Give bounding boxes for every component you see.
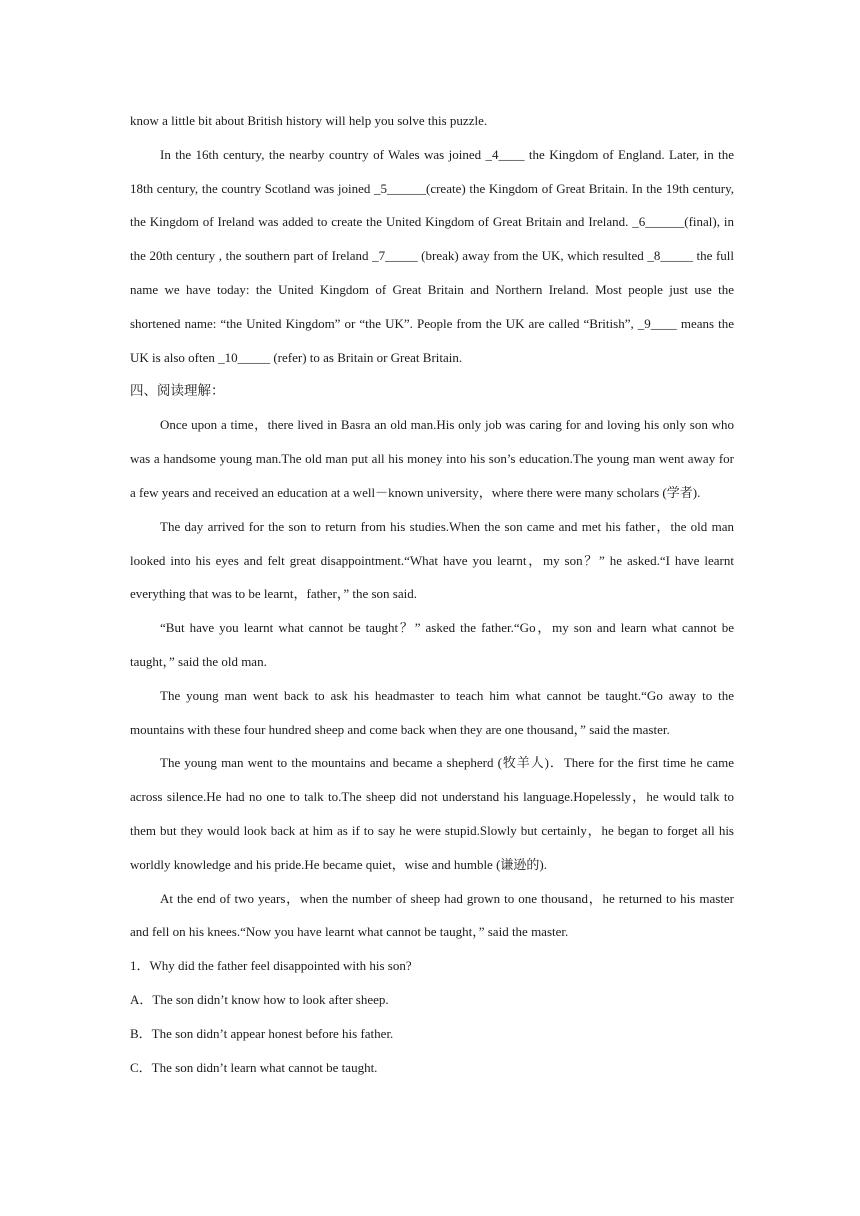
- story-paragraph-2: The day arrived for the son to return from his studies.When the son came and met his father，the old man looked into his eyes and felt great disappointment.“What have you learnt，my son？” he asked.“I have learnt everything that was to be learnt，father，” the son said.: [130, 518, 734, 602]
- cloze-passage-paragraph: In the 16th century, the nearby country of Wales was joined _4____ the Kingdom of England. Later, in the 18th century, the country Scotland was joined _5______(create) the Kingdom of Great Britain. In the 19th century, the Kingdom of Ireland was added to create the United Kingdom of Great Britain and Ireland. _6______(final), in the 20th century , the southern part of Ireland _7_____ (break) away from the UK, which resulted _8_____ the full name we have today: the United Kingdom of Great Britain and Northern Ireland. Most people just use the shortened name: “the United Kingdom” or “the UK”. People from the UK are called “British”, _9____ means the UK is also often _10_____ (refer) to as Britain or Great Britain.: [130, 146, 734, 365]
- story-paragraph-5: The young man went to the mountains and became a shepherd (牧羊人)．There for the first time he came across silence.He had no one to talk to.The sheep did not understand his language.Hopelessly，he would talk to them but they would look back at him as if to say he were stupid.Slowly but certainly，he began to forget all his worldly knowledge and his pride.He became quiet，wise and humble (谦逊的).: [130, 755, 734, 872]
- story-paragraph-6: At the end of two years，when the number of sheep had grown to one thousand，he returned to his master and fell on his knees.“Now you have learnt what cannot be taught，” said the master.: [130, 890, 734, 940]
- story-paragraph-3: “But have you learnt what cannot be taught？” asked the father.“Go，my son and learn what cannot be taught，” said the old man.: [130, 620, 734, 669]
- question-1-option-b: B．The son didn’t appear honest before his father.: [130, 1025, 394, 1041]
- cloze-passage-fragment: know a little bit about British history will help you solve this puzzle.: [130, 113, 488, 128]
- story-paragraph-1: Once upon a time，there lived in Basra an old man.His only job was caring for and loving his only son who was a handsome young man.The old man put all his money into his son’s education.The young man went away for a few years and received an education at a well－known university，where there were many scholars (学者).: [130, 417, 734, 500]
- story-paragraph-4: The young man went back to ask his headmaster to teach him what cannot be taught.“Go away to the mountains with these four hundred sheep and come back when they are one thousand，” said the master.: [130, 687, 734, 737]
- question-1-option-c: C．The son didn’t learn what cannot be taught.: [130, 1059, 378, 1075]
- document-page: [130, 104, 734, 1084]
- section-heading-reading: 四、阅读理解：: [130, 383, 225, 399]
- question-1-stem: 1．Why did the father feel disappointed with his son?: [130, 958, 412, 974]
- question-1-option-a: A．The son didn’t know how to look after sheep.: [130, 991, 389, 1007]
